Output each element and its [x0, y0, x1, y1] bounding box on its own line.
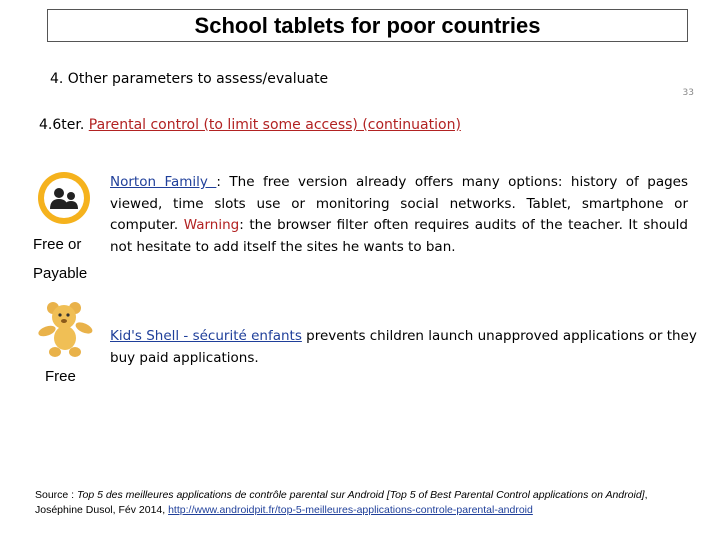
- subheading: [39, 117, 461, 133]
- kids-shell-link[interactable]: Kid's Shell - sécurité enfants: [110, 328, 302, 344]
- price-payable: Payable: [33, 265, 88, 282]
- price-free-or: Free or: [33, 236, 82, 253]
- warning-label: Warning: [183, 217, 240, 233]
- kids-shell-description: Kid's Shell - sécurité enfants prevents children launch unapproved applications or they buy paid applications.: [110, 328, 697, 366]
- subheading-text: Parental control (to limit some access) (continuation): [88, 117, 461, 133]
- norton-description: Norton Family : The free version already offers many options: history of pages viewed, time slots use or monitoring social networks. Tablet, smartphone or computer. Warning: the browser filter often requires audits of the teacher. It should not hesitate to add itself the sites he wants to ban.: [110, 174, 689, 255]
- source-citation: Source : Top 5 des meilleures applications de contrôle parental sur Android [Top 5 of Best Parental Control applications on Android], Joséphine Dusol, Fév 2014, http://www.androidpit.fr/top-5-meilleures-applications-controle-parental-android: [35, 489, 648, 516]
- subheading-prefix: 4.6ter.: [39, 117, 89, 133]
- source-title: Top 5 des meilleures applications de contrôle parental sur Android [Top 5 of Best Parental Control applications on Android]: [77, 489, 645, 501]
- slide-title: School tablets for poor countries: [47, 9, 688, 42]
- source-url-link[interactable]: http://www.androidpit.fr/top-5-meilleures-applications-controle-parental-android: [168, 504, 533, 516]
- price-free: Free: [45, 368, 76, 385]
- norton-family-icon: [38, 172, 90, 224]
- page-number: 33: [682, 88, 694, 98]
- section-heading: 4. Other parameters to assess/evaluate: [50, 71, 329, 87]
- norton-family-link[interactable]: Norton Family: [110, 174, 217, 190]
- teddy-bear-icon: [35, 298, 97, 360]
